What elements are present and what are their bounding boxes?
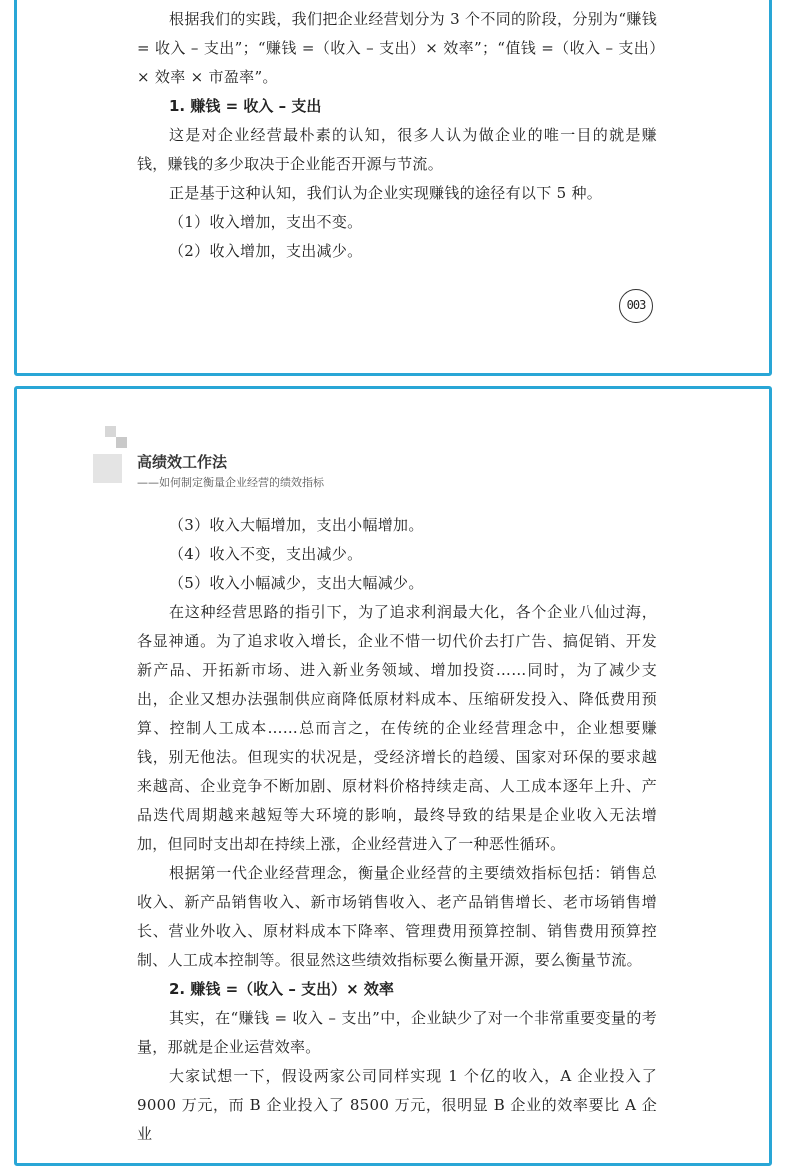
body-text bbox=[137, 511, 657, 1149]
paragraph: 根据第一代企业经营理念，衡量企业经营的主要绩效指标包括：销售总收入、新产品销售收入、新市场销售收入、老产品销售增长、老市场销售增长、营业外收入、原材料成本下降率、管理费用预算控制、销售费用预算控制、人工成本控制等。很显然这些绩效指标要么衡量开源，要么衡量节流。 bbox=[137, 864, 657, 969]
book-page-top bbox=[14, 0, 772, 376]
running-title: 高绩效工作法 bbox=[137, 453, 228, 471]
list-item: （4）收入不变，支出减少。 bbox=[169, 545, 363, 563]
list-item: （2）收入增加，支出减少。 bbox=[169, 242, 363, 260]
body-text bbox=[137, 5, 657, 266]
book-page-bottom bbox=[14, 386, 772, 1166]
paragraph: 其实，在“赚钱 = 收入 – 支出”中，企业缺少了对一个非常重要变量的考量，那就是企业运营效率。 bbox=[137, 1009, 657, 1056]
section-heading: 1. 赚钱 = 收入 – 支出 bbox=[169, 97, 322, 115]
paragraph: 这是对企业经营最朴素的认知，很多人认为做企业的唯一目的就是赚钱，赚钱的多少取决于企业能否开源与节流。 bbox=[137, 126, 657, 173]
running-subtitle: ——如何制定衡量企业经营的绩效指标 bbox=[137, 476, 324, 489]
list-item: （5）收入小幅减少，支出大幅减少。 bbox=[169, 574, 424, 592]
page-number: 003 bbox=[619, 289, 653, 323]
section-heading: 2. 赚钱 =（收入 – 支出）× 效率 bbox=[169, 980, 394, 998]
paragraph: 根据我们的实践，我们把企业经营划分为 3 个不同的阶段，分别为“赚钱 = 收入 – 支出”；“赚钱 =（收入 – 支出）× 效率”；“值钱 =（收入 – 支出）× 效率 × 市盈率”。 bbox=[137, 10, 657, 86]
list-item: （3）收入大幅增加，支出小幅增加。 bbox=[169, 516, 424, 534]
paragraph: 正是基于这种认知，我们认为企业实现赚钱的途径有以下 5 种。 bbox=[169, 184, 603, 202]
list-item: （1）收入增加，支出不变。 bbox=[169, 213, 363, 231]
paragraph: 大家试想一下，假设两家公司同样实现 1 个亿的收入，A 企业投入了 9000 万元，而 B 企业投入了 8500 万元，很明显 B 企业的效率要比 A 企业 bbox=[137, 1067, 657, 1143]
paragraph: 在这种经营思路的指引下，为了追求利润最大化，各个企业八仙过海，各显神通。为了追求收入增长，企业不惜一切代价去打广告、搞促销、开发新产品、开拓新市场、进入新业务领域、增加投资……同时，为了减少支出，企业又想办法强制供应商降低原材料成本、压缩研发投入、降低费用预算、控制人工成本……总而言之，在传统的企业经营理念中，企业想要赚钱，别无他法。但现实的状况是，受经济增长的趋缓、国家对环保的要求越来越高、企业竞争不断加剧、原材料价格持续走高、人工成本逐年上升、产品迭代周期越来越短等大环境的影响，最终导致的结果是企业收入无法增加，但同时支出却在持续上涨，企业经营进入了一种恶性循环。 bbox=[137, 603, 657, 853]
